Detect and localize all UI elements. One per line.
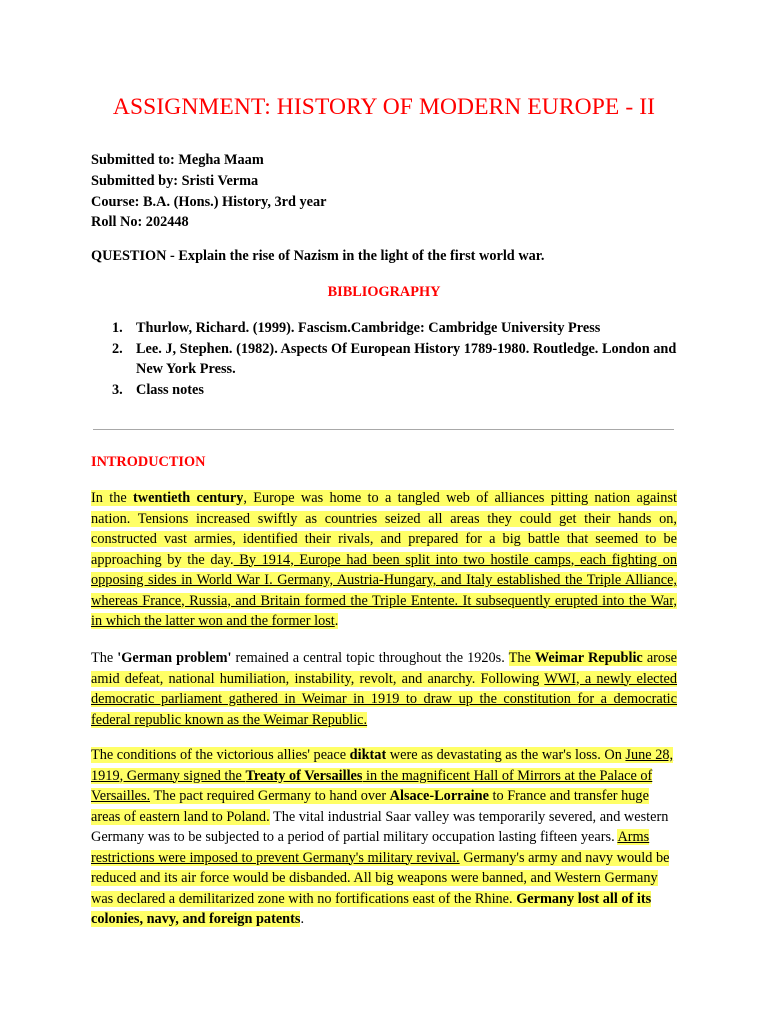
bibliography-list	[91, 318, 691, 400]
horizontal-divider	[93, 429, 674, 430]
intro-paragraph-1	[91, 488, 677, 632]
document-title: ASSIGNMENT: HISTORY OF MODERN EUROPE - II	[112, 94, 656, 120]
bold-text: 'German problem'	[117, 650, 232, 666]
roll-number: Roll No: 202448	[91, 214, 189, 231]
course: Course: B.A. (Hons.) History, 3rd year	[91, 193, 327, 210]
highlighted-underlined-text: WWI, a newly elected democratic parliament gathered in Weimar in 1919 to draw up the constitution for a democratic federal republic known as the Weimar Republic.	[91, 670, 677, 728]
highlighted-text: The pact required Germany to hand over	[150, 788, 390, 804]
plain-text: .	[300, 911, 305, 927]
highlighted-text: Germany's army and navy would be reduced and its air force would be disbanded. All big weapons were banned, and Western Germany was declared a demilitarized zone with no fortifications east of the Rhine.	[91, 849, 670, 907]
item-number: 1.	[112, 320, 123, 336]
highlighted-underlined-text: By 1914, Europe had been split into two hostile camps, each fighting on opposing sides in World War I. Germany, Austria-Hungary, and Italy established the Triple Alliance, whereas France, Russia, and Britain formed the Triple Entente. It subsequently erupted into the War, in which the latter won and the former lost	[91, 551, 678, 629]
highlighted-bold-text: diktat	[349, 747, 387, 763]
item-text: Thurlow, Richard. (1999). Fascism.Cambridge: Cambridge University Press	[136, 320, 601, 336]
question-text: - Explain the rise of Nazism in the light of the first world war.	[166, 248, 545, 264]
item-number: 3.	[112, 381, 123, 398]
submitted-to: Submitted to: Megha Maam	[91, 152, 264, 168]
highlighted-text: .	[334, 613, 339, 629]
highlighted-text: , Europe was home to a tangled web of alliances pitting nation against nation.	[91, 490, 677, 527]
highlighted-underlined-text: June 28, 1919, Germany signed the	[91, 747, 674, 784]
highlighted-bold-text: Alsace-Lorraine	[389, 788, 489, 804]
plain-text: The vital industrial Saar valley was temporarily severed, and western Germany was to be subjected to a period of partial military occupation lasting fifteen years.	[91, 808, 669, 845]
highlighted-bold-text: Germany lost all of its colonies, navy, and foreign patents	[91, 890, 652, 927]
question	[91, 246, 544, 266]
bibliography-heading: BIBLIOGRAPHY	[327, 284, 441, 300]
highlighted-text: In the	[91, 490, 134, 506]
highlighted-text: to France and transfer huge areas of eastern land to Poland.	[91, 788, 649, 825]
item-text: Class notes	[136, 381, 204, 398]
highlighted-underlined-text: in the magnificent Hall of Mirrors at the Palace of Versailles.	[91, 767, 653, 804]
bibliography-item	[91, 318, 691, 339]
highlighted-text: were as devastating as the war's loss. On	[386, 747, 626, 763]
highlighted-bold-underlined-text: Treaty of Versailles	[245, 767, 363, 784]
intro-paragraph-2	[91, 648, 677, 730]
submission-details	[91, 150, 326, 233]
item-number: 2.	[112, 340, 123, 357]
introduction-heading: INTRODUCTION	[91, 454, 206, 470]
submitted-by: Submitted by: Sristi Verma	[91, 172, 259, 189]
plain-text: remained a central topic throughout the 1920s.	[231, 650, 509, 666]
highlighted-bold-text: Weimar Republic	[534, 650, 643, 666]
highlighted-underlined-text: Arms restrictions were imposed to prevent Germany's military revival.	[91, 829, 650, 866]
highlighted-text: The conditions of the victorious allies' peace	[91, 747, 350, 763]
highlighted-bold-text: twentieth century	[133, 490, 244, 506]
item-text: Lee. J, Stephen. (1982). Aspects Of European History 1789-1980. Routledge. London and New York Press.	[136, 340, 677, 377]
highlighted-text: arose amid defeat, national humiliation, instability, revolt, and anarchy. Following	[91, 650, 677, 687]
bibliography-item	[91, 339, 691, 380]
question-label: QUESTION	[91, 248, 167, 264]
intro-paragraph-3	[91, 745, 677, 930]
plain-text: The	[91, 650, 118, 666]
highlighted-text: The	[508, 650, 535, 666]
highlighted-text: Tensions increased swiftly as countries seized all areas they could get their hands on, constructed vast armies, identified their rivals, and prepared for a big battle that seemed to be approaching by the day.	[91, 510, 677, 568]
bibliography-item	[91, 380, 691, 401]
